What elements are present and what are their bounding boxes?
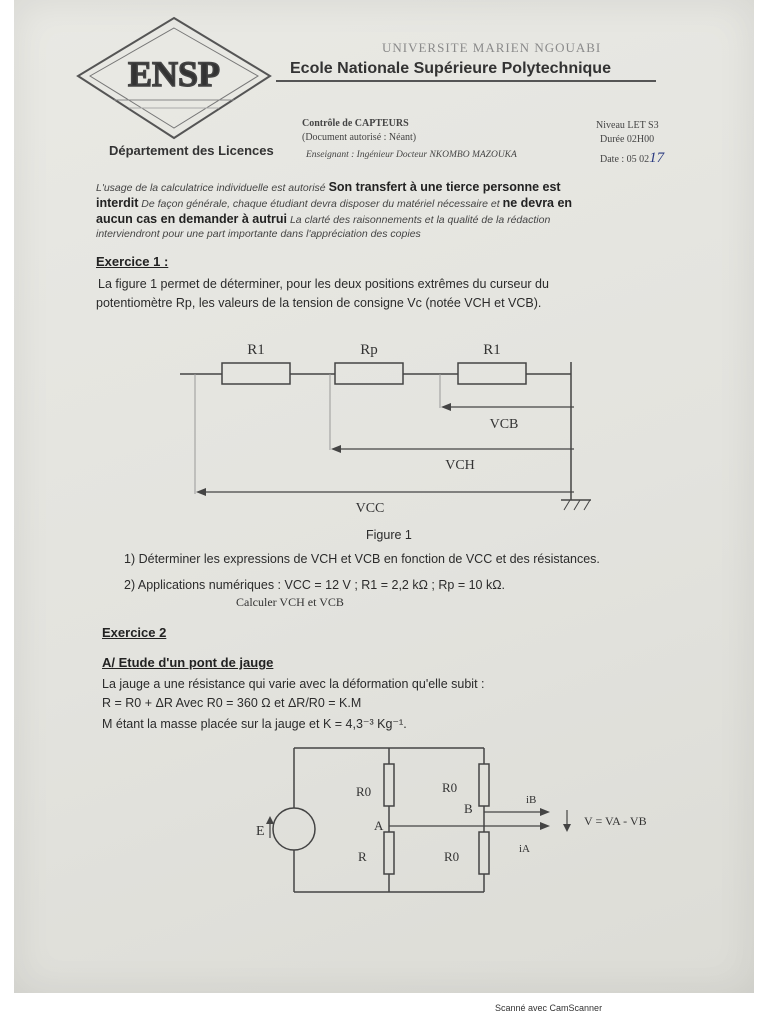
label-r0-top-right: R0 [442, 780, 458, 795]
label-r0-top-left: R0 [356, 784, 372, 799]
intro-line-3: aucun cas en demander à autrui La clarté des raisonnements et la qualité de la rédaction [96, 212, 551, 226]
figure-1-circuit [164, 332, 624, 522]
exercise2-line-2: R = R0 + ΔR Avec R0 = 360 Ω et ΔR/R0 = K.M [102, 696, 362, 710]
label-vcb: VCB [489, 417, 519, 432]
document-note: (Document autorisé : Néant) [302, 132, 417, 143]
course-title: Contrôle de CAPTEURS [302, 118, 409, 129]
date [600, 150, 664, 167]
resistor-r1-left [222, 363, 290, 384]
intro-line-1: L'usage de la calculatrice individuelle est autorisé Son transfert à une tierce personne est [96, 180, 561, 194]
date-printed: Date : 05 02 [600, 154, 650, 165]
scanner-footer: Scanné avec CamScanner [495, 1003, 603, 1013]
exercise1-line-2: potentiomètre Rp, les valeurs de la tension de consigne Vc (notée VCH et VCB). [96, 296, 542, 310]
duration: Durée 02H00 [600, 134, 655, 145]
logo-text: ENSP [127, 54, 221, 94]
label-r1-left: R1 [247, 342, 265, 358]
label-vcc: VCC [355, 501, 385, 516]
resistor-r1-right [458, 363, 526, 384]
label-node-a: A [374, 818, 384, 833]
label-voltage: V = VA - VB [584, 814, 647, 828]
level: Niveau LET S3 [596, 120, 659, 131]
exercise2-line-1: La jauge a une résistance qui varie avec la déformation qu'elle subit : [102, 677, 485, 691]
intro-line-4: interviendront pour une part importante dans l'appréciation des copies [96, 228, 421, 240]
department-name: Département des Licences [109, 143, 274, 158]
exercise1-line-1: La figure 1 permet de déterminer, pour les deux positions extrêmes du curseur du [98, 277, 549, 291]
date-handwritten: 17 [649, 150, 665, 166]
university-name: UNIVERSITE MARIEN NGOUABI [382, 40, 602, 55]
exercise2-line-3: M étant la masse placée sur la jauge et K = 4,3⁻³ Kg⁻¹. [102, 717, 407, 731]
resistor-rp [335, 363, 403, 384]
figure-1-caption: Figure 1 [366, 528, 412, 542]
label-vch: VCH [445, 458, 475, 473]
label-rp: Rp [360, 342, 378, 358]
teacher-name: Enseignant : Ingénieur Docteur NKOMBO MAZOUKA [306, 150, 517, 160]
question-2: 2) Applications numériques : VCC = 12 V ; R1 = 2,2 kΩ ; Rp = 10 kΩ. [124, 578, 506, 592]
question-2-sub: Calculer VCH et VCB [236, 595, 344, 609]
label-current-b: iB [526, 794, 537, 806]
header-rule [276, 80, 656, 82]
bridge-circuit [236, 740, 656, 900]
intro-line-2: interdit De façon générale, chaque étudiant devra disposer du matériel nécessaire et ne devra en [96, 196, 573, 210]
exercise1-title: Exercice 1 : [96, 254, 169, 269]
label-r1-right: R1 [483, 342, 501, 358]
label-source-e: E [256, 824, 265, 839]
question-1: 1) Déterminer les expressions de VCH et VCB en fonction de VCC et des résistances. [124, 552, 600, 566]
resistor-r0-bottom-right [479, 832, 489, 874]
label-current-a: iA [519, 843, 530, 855]
school-name: Ecole Nationale Supérieure Polytechnique [290, 60, 611, 77]
ensp-logo [74, 14, 274, 144]
exercise2-part-a: A/ Etude d'un pont de jauge [102, 655, 274, 670]
label-r-bottom-left: R [358, 849, 367, 864]
exercise2-title: Exercice 2 [102, 625, 167, 640]
label-r0-bottom-right: R0 [444, 849, 460, 864]
resistor-r-bottom-left [384, 832, 394, 874]
resistor-r0-top-right [479, 764, 489, 806]
exam-paper [14, 0, 754, 993]
voltage-source-e [273, 808, 315, 850]
label-node-b: B [464, 801, 473, 816]
resistor-r0-top-left [384, 764, 394, 806]
